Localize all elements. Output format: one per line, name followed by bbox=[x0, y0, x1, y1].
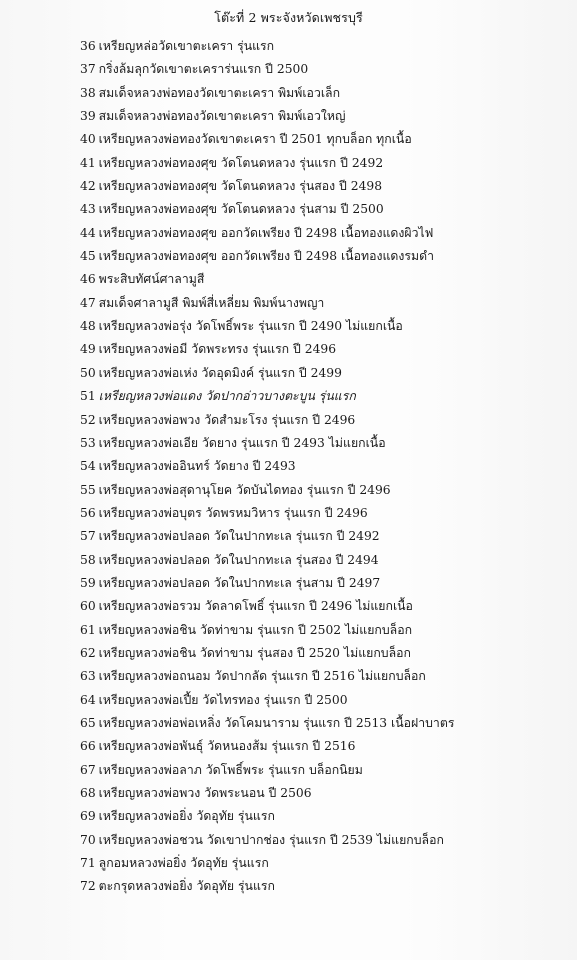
item-text: เหรียญหลวงพ่อรุ่ง วัดโพธิ์พระ รุ่นแรก ปี 2490 ไม่แยกเนื้อ bbox=[98, 319, 403, 334]
item-number: 39 bbox=[80, 109, 96, 124]
list-item bbox=[80, 317, 570, 340]
list-item bbox=[80, 224, 570, 247]
item-number: 54 bbox=[80, 459, 96, 474]
item-text: เหรียญหลวงพ่อพันธุ์ วัดหนองส้ม รุ่นแรก ปี 2516 bbox=[98, 739, 356, 754]
item-text: เหรียญหล่อวัดเขาตะเครา รุ่นแรก bbox=[98, 39, 275, 53]
item-number: 43 bbox=[80, 202, 96, 217]
item-text: เหรียญหลวงพ่อทองวัดเขาตะเครา ปี 2501 ทุกบล็อก ทุกเนื้อ bbox=[98, 132, 412, 147]
page-title: โต๊ะที่ 2 พระจังหวัดเพชรบุรี bbox=[214, 10, 363, 25]
item-number: 36 bbox=[80, 39, 96, 53]
list-item bbox=[80, 481, 570, 504]
item-number: 59 bbox=[80, 575, 96, 590]
list-item bbox=[80, 270, 570, 293]
list-item bbox=[80, 691, 570, 714]
list-item bbox=[80, 784, 570, 807]
item-number: 41 bbox=[80, 155, 96, 170]
item-list bbox=[80, 37, 570, 901]
item-number: 53 bbox=[80, 435, 96, 450]
item-text: เหรียญหลวงพ่อทองศุข วัดโตนดหลวง รุ่นแรก ปี 2492 bbox=[98, 155, 384, 170]
list-item bbox=[80, 177, 570, 200]
item-number: 60 bbox=[80, 599, 96, 614]
item-number: 69 bbox=[80, 809, 96, 824]
list-item bbox=[80, 574, 570, 597]
list-item bbox=[80, 340, 570, 363]
list-item bbox=[80, 434, 570, 457]
list-item bbox=[80, 807, 570, 830]
item-number: 56 bbox=[80, 505, 96, 520]
item-number: 42 bbox=[80, 179, 96, 194]
item-number: 45 bbox=[80, 249, 96, 264]
list-item bbox=[80, 644, 570, 667]
item-number: 55 bbox=[80, 482, 96, 497]
item-text: เหรียญหลวงพ่อพวง วัดสำมะโรง รุ่นแรก ปี 2496 bbox=[98, 412, 356, 427]
item-number: 68 bbox=[80, 786, 96, 800]
item-text: เหรียญหลวงพ่อทองศุข วัดโตนดหลวง รุ่นสาม ปี 2500 bbox=[98, 202, 384, 217]
list-item bbox=[80, 411, 570, 434]
item-number: 38 bbox=[80, 85, 96, 100]
item-number: 46 bbox=[80, 272, 96, 287]
item-number: 63 bbox=[80, 669, 96, 684]
item-number: 62 bbox=[80, 645, 96, 660]
item-number: 70 bbox=[80, 832, 96, 847]
item-text: เหรียญหลวงพ่อปลอด วัดในปากทะเล รุ่นสาม ปี 2497 bbox=[98, 575, 381, 590]
item-text: เหรียญหลวงพ่ออินทร์ วัดยาง ปี 2493 bbox=[98, 459, 296, 474]
list-item bbox=[80, 107, 570, 130]
item-text: ลูกอมหลวงพ่อยิ่ง วัดอุทัย รุ่นแรก bbox=[98, 856, 269, 871]
item-text: เหรียญหลวงพ่อทองศุข ออกวัดเพรียง ปี 2498 เนื้อทองแดงรมดำ bbox=[98, 249, 434, 264]
item-text: เหรียญหลวงพ่อทองศุข วัดโตนดหลวง รุ่นสอง ปี 2498 bbox=[98, 179, 383, 194]
list-item bbox=[80, 597, 570, 620]
list-item bbox=[80, 387, 570, 410]
item-text: เหรียญหลวงพ่อบุตร วัดพรหมวิหาร รุ่นแรก ปี 2496 bbox=[98, 505, 368, 520]
list-item bbox=[80, 154, 570, 177]
list-item bbox=[80, 200, 570, 223]
item-text: เหรียญหลวงพ่อชวน วัดเขาปากช่อง รุ่นแรก ปี 2539 ไม่แยกบล็อก bbox=[98, 832, 444, 847]
list-item bbox=[80, 37, 570, 60]
item-number: 52 bbox=[80, 412, 96, 427]
list-item bbox=[80, 621, 570, 644]
item-number: 66 bbox=[80, 739, 96, 754]
list-item bbox=[80, 60, 570, 83]
list-item bbox=[80, 130, 570, 153]
item-text: สมเด็จหลวงพ่อทองวัดเขาตะเครา พิมพ์เอวใหญ่ bbox=[98, 109, 346, 124]
list-item bbox=[80, 457, 570, 480]
list-item bbox=[80, 527, 570, 550]
list-item bbox=[80, 667, 570, 690]
list-item bbox=[80, 551, 570, 574]
item-text: เหรียญหลวงพ่อพวง วัดพระนอน ปี 2506 bbox=[98, 786, 312, 800]
list-item bbox=[80, 84, 570, 107]
item-text: เหรียญหลวงพ่อลาภ วัดโพธิ์พระ รุ่นแรก บล็อกนิยม bbox=[98, 762, 363, 777]
list-item bbox=[80, 504, 570, 527]
list-item bbox=[80, 761, 570, 784]
item-number: 61 bbox=[80, 622, 96, 637]
item-text: เหรียญหลวงพ่อชิน วัดท่าขาม รุ่นสอง ปี 2520 ไม่แยกบล็อก bbox=[98, 645, 411, 660]
item-number: 71 bbox=[80, 856, 96, 871]
item-text: เหรียญหลวงพ่อมี วัดพระทรง รุ่นแรก ปี 2496 bbox=[98, 342, 337, 357]
item-number: 58 bbox=[80, 552, 96, 567]
item-text: เหรียญหลวงพ่อถนอม วัดปากลัด รุ่นแรก ปี 2516 ไม่แยกบล็อก bbox=[98, 669, 426, 684]
list-item bbox=[80, 877, 570, 900]
item-number: 65 bbox=[80, 715, 96, 730]
item-number: 50 bbox=[80, 365, 96, 380]
item-number: 44 bbox=[80, 225, 96, 240]
item-text: พระสิบทัศน์ศาลามูสี bbox=[98, 272, 205, 287]
item-number: 57 bbox=[80, 529, 96, 544]
item-number: 47 bbox=[80, 295, 96, 310]
list-item bbox=[80, 714, 570, 737]
list-item bbox=[80, 247, 570, 270]
item-text: เหรียญหลวงพ่อเปี้ย วัดไทรทอง รุ่นแรก ปี 2500 bbox=[98, 692, 348, 707]
item-number: 40 bbox=[80, 132, 96, 147]
item-number: 48 bbox=[80, 319, 96, 334]
list-item bbox=[80, 364, 570, 387]
item-number: 37 bbox=[80, 62, 96, 77]
item-text: เหรียญหลวงพ่อปลอด วัดในปากทะเล รุ่นสอง ปี 2494 bbox=[98, 552, 379, 567]
list-item bbox=[80, 854, 570, 877]
item-text: เหรียญหลวงพ่อยิ่ง วัดอุทัย รุ่นแรก bbox=[98, 809, 275, 824]
item-text: สมเด็จหลวงพ่อทองวัดเขาตะเครา พิมพ์เอวเล็ก bbox=[98, 85, 341, 100]
item-text: เหรียญหลวงพ่อเอีย วัดยาง รุ่นแรก ปี 2493 ไม่แยกเนื้อ bbox=[98, 435, 386, 450]
list-item bbox=[80, 737, 570, 760]
item-text: เหรียญหลวงพ่อเห่ง วัดอุดมิงค์ รุ่นแรก ปี 2499 bbox=[98, 365, 342, 380]
item-text: เหรียญหลวงพ่อชิน วัดท่าขาม รุ่นแรก ปี 2502 ไม่แยกบล็อก bbox=[98, 622, 413, 637]
item-text: เหรียญหลวงพ่อพ่อเหลิ่ง วัดโคมนาราม รุ่นแรก ปี 2513 เนื้อฝาบาตร bbox=[98, 715, 455, 730]
list-item bbox=[80, 831, 570, 854]
item-text: เหรียญหลวงพ่อทองศุข ออกวัดเพรียง ปี 2498 เนื้อทองแดงผิวไฟ bbox=[98, 225, 434, 240]
item-text: เหรียญหลวงพ่อรวม วัดลาดโพธิ์ รุ่นแรก ปี 2496 ไม่แยกเนื้อ bbox=[98, 599, 413, 614]
item-text: ตะกรุดหลวงพ่อยิ่ง วัดอุทัย รุ่นแรก bbox=[98, 879, 275, 894]
item-text: สมเด็จศาลามูสี พิมพ์สี่เหลี่ยม พิมพ์นางพญา bbox=[98, 295, 325, 310]
item-text: เหรียญหลวงพ่อแดง วัดปากอ่าวบางตะบูน รุ่นแรก bbox=[98, 389, 356, 404]
item-number: 49 bbox=[80, 342, 96, 357]
item-number: 72 bbox=[80, 879, 96, 894]
item-text: กริ่งล้มลุกวัดเขาตะเคราร่นแรก ปี 2500 bbox=[98, 62, 309, 77]
item-number: 51 bbox=[80, 389, 96, 404]
item-number: 64 bbox=[80, 692, 96, 707]
list-item bbox=[80, 294, 570, 317]
item-text: เหรียญหลวงพ่อปลอด วัดในปากทะเล รุ่นแรก ปี 2492 bbox=[98, 529, 380, 544]
item-text: เหรียญหลวงพ่อสุดานุโยค วัดบันไดทอง รุ่นแรก ปี 2496 bbox=[98, 482, 391, 497]
item-number: 67 bbox=[80, 762, 96, 777]
